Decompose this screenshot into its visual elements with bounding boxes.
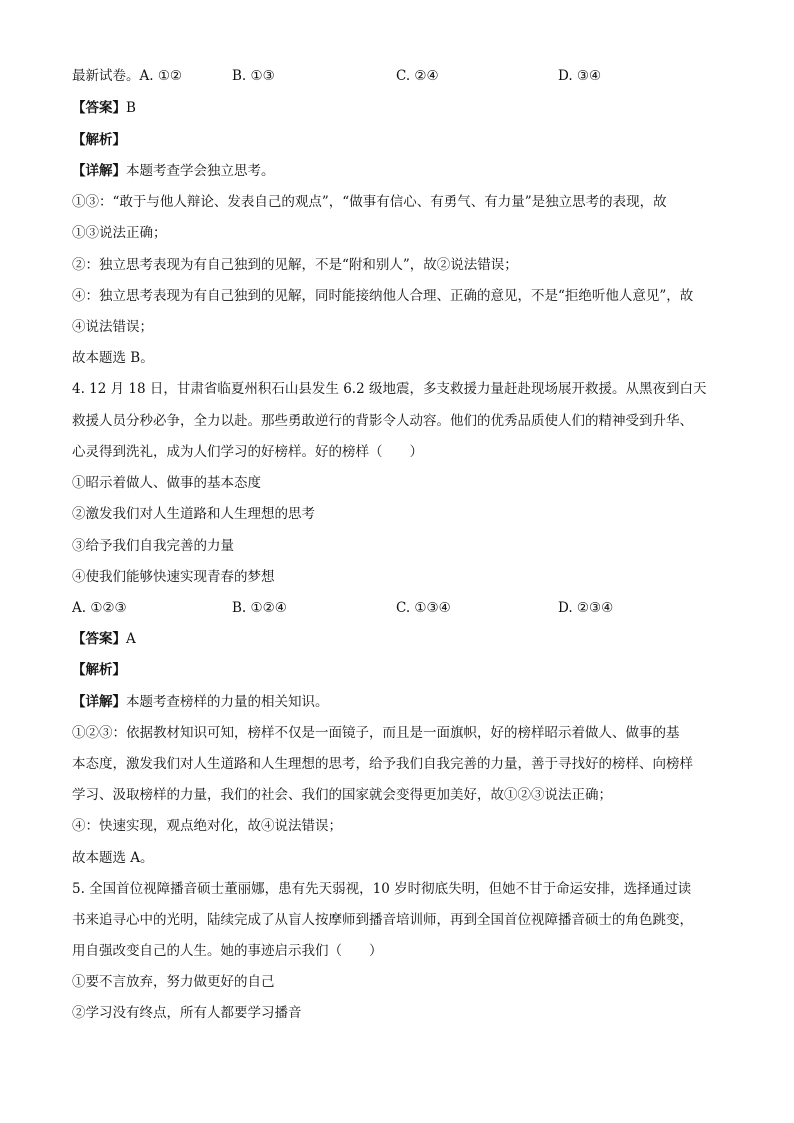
q3-conclusion: 故本题选 B。 (72, 350, 154, 366)
q4-item: ②激发我们对人生道路和人生理想的思考 (72, 506, 315, 522)
q3-option-c: C. ②④ (396, 68, 439, 84)
q4-option-a: A. ①②③ (72, 600, 127, 616)
q5-item: ②学习没有终点，所有人都要学习播音 (72, 1005, 302, 1021)
q3-option-b: B. ①③ (232, 68, 275, 84)
q4-item: ①昭示着做人、做事的基本态度 (72, 475, 261, 491)
q5-stem-line: 5. 全国首位视障播音硕士董丽娜，患有先天弱视，10 岁时彻底失明，但她不甘于命运安排，选择通过读 (72, 881, 692, 897)
q4-conclusion: 故本题选 A。 (72, 850, 154, 866)
q4-answer: 【答案】A (72, 631, 136, 647)
q4-analysis-line: ①②③：依据教材知识可知，榜样不仅是一面镜子，而且是一面旗帜，好的榜样昭示着做人、做事的基 (72, 725, 680, 741)
q3-detail: 【详解】本题考查学会独立思考。 (72, 163, 275, 179)
q4-option-c: C. ①③④ (396, 600, 451, 616)
q5-item: ①要不言放弃，努力做更好的自己 (72, 974, 275, 990)
q3-option-d: D. ③④ (558, 68, 602, 84)
q4-stem-line: 救援人员分秒必争，全力以赴。那些勇敢逆行的背影令人动容。他们的优秀品质使人们的精神受到升华、 (72, 413, 693, 429)
q4-item: ③给予我们自我完善的力量 (72, 538, 234, 554)
q4-option-d: D. ②③④ (558, 600, 614, 616)
q4-analysis-line: ④：快速实现，观点绝对化，故④说法错误； (72, 818, 342, 834)
q3-analysis-line: ②：独立思考表现为有自己独到的见解，不是“附和别人”，故②说法错误； (72, 257, 518, 273)
q4-analysis-line: 学习、汲取榜样的力量，我们的社会、我们的国家就会变得更加美好，故①②③说法正确； (72, 787, 612, 803)
q3-analysis-line: ④：独立思考表现为有自己独到的见解，同时能接纳他人合理、正确的意见，不是“拒绝听他人意见”，故 (72, 288, 694, 304)
q4-stem-line: 心灵得到洗礼，成为人们学习的好榜样。好的榜样（ ） (72, 444, 423, 460)
q4-detail: 【详解】本题考查榜样的力量的相关知识。 (72, 694, 329, 710)
q4-analysis-label: 【解析】 (72, 662, 126, 678)
q3-analysis-line: ①③：“敢于与他人辩论、发表自己的观点”，“做事有信心、有勇气、有力量”是独立思考的表现，故 (72, 194, 667, 210)
q4-item: ④使我们能够快速实现青春的梦想 (72, 569, 275, 585)
q3-option-a: 最新试卷。A. ①② (72, 68, 183, 84)
q5-stem-line: 书来追寻心中的光明，陆续完成了从盲人按摩师到播音培训师，再到全国首位视障播音硕士的角色跳变， (72, 912, 693, 928)
q5-stem-line: 用自强改变自己的人生。她的事迹启示我们（ ） (72, 943, 383, 959)
q3-analysis-line: ④说法错误； (72, 319, 153, 335)
q3-answer: 【答案】B (72, 100, 136, 116)
q4-stem-line: 4. 12 月 18 日，甘肃省临夏州积石山县发生 6.2 级地震，多支救援力量赶赴现场展开救援。从黑夜到白天 (72, 381, 707, 397)
q3-analysis-label: 【解析】 (72, 132, 126, 148)
q4-analysis-line: 本态度，激发我们对人生道路和人生理想的思考，给予我们自我完善的力量，善于寻找好的榜样、向榜样 (72, 756, 693, 772)
q3-analysis-line: ①③说法正确； (72, 225, 167, 241)
q4-option-b: B. ①②④ (232, 600, 287, 616)
